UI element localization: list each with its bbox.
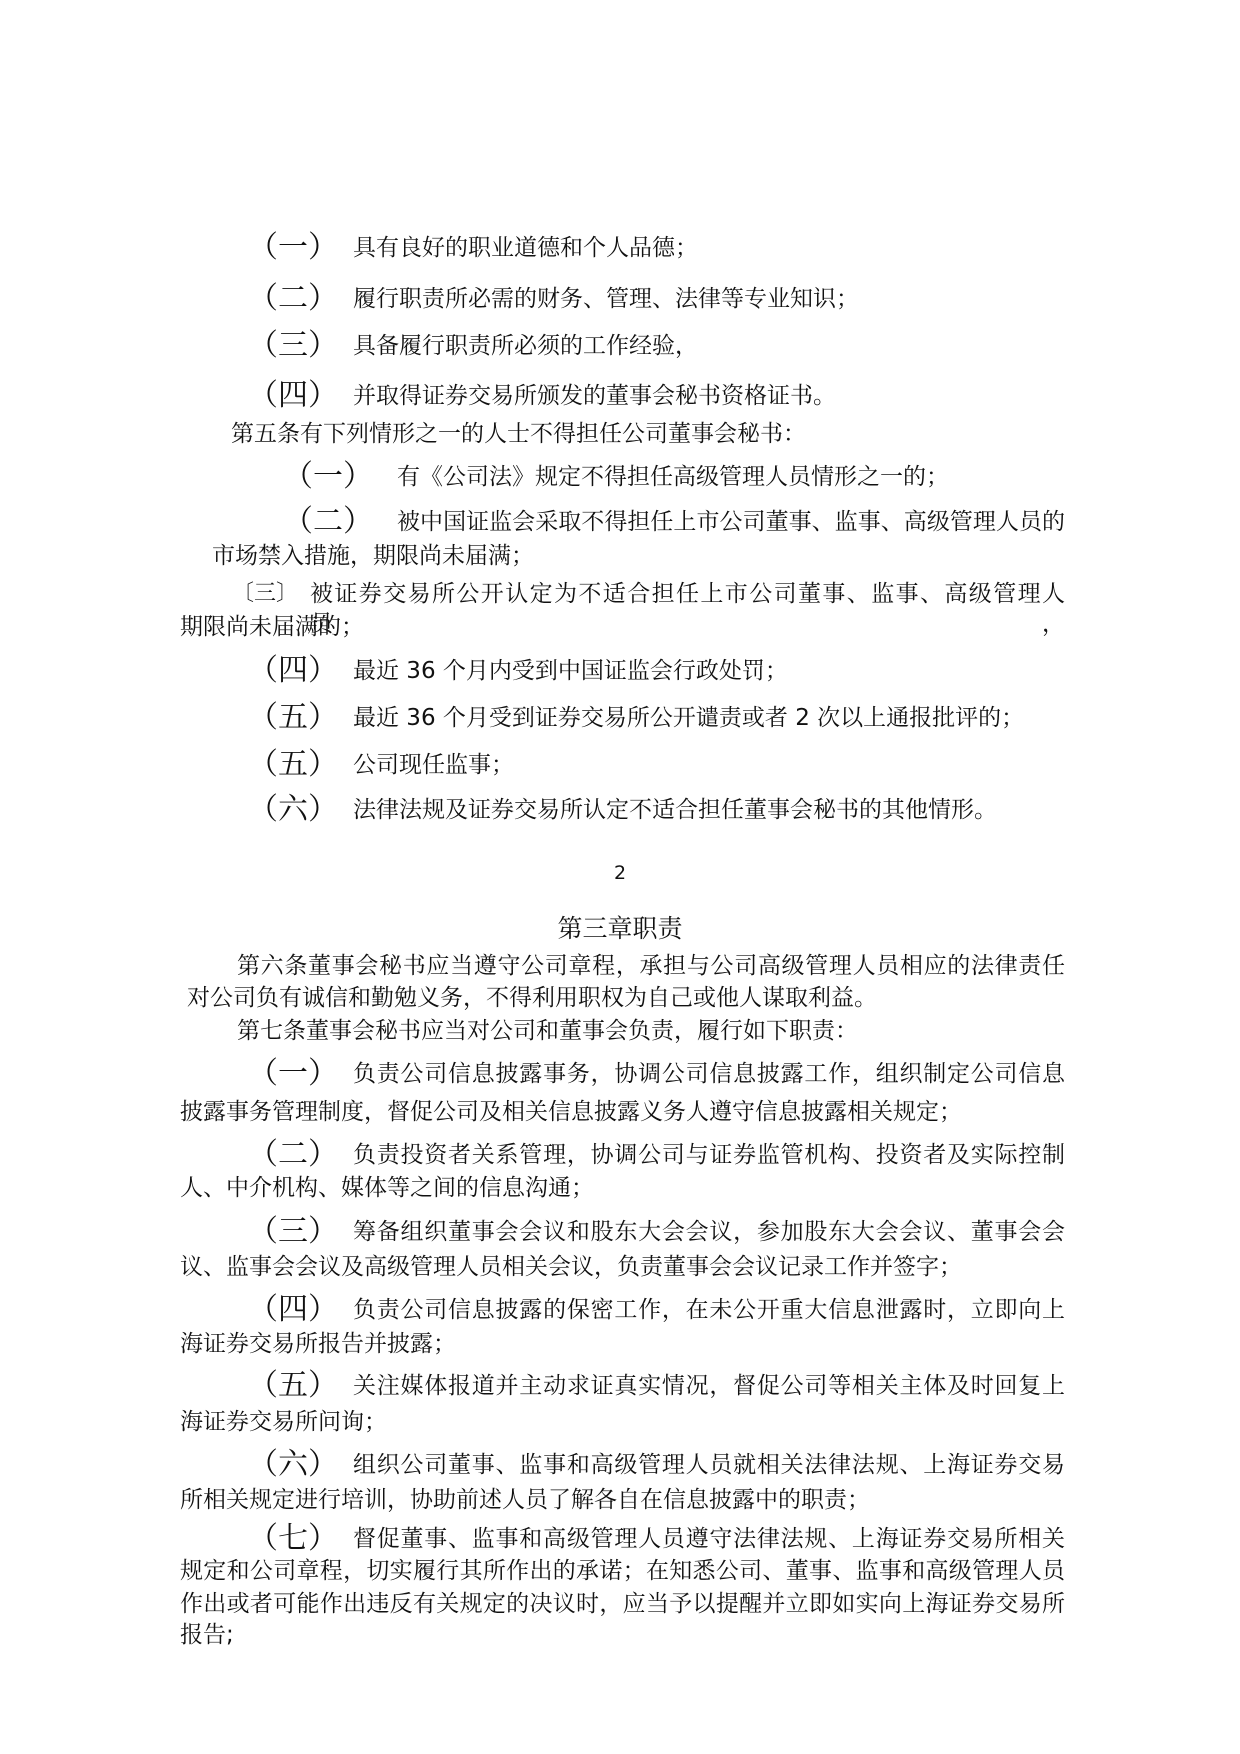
list-item-text: 公司现任监事； [353, 752, 514, 778]
list-marker: （一） [283, 459, 373, 494]
list-item-text: 期限尚未届满的； [180, 614, 364, 640]
list-marker: （二） [283, 504, 373, 539]
chapter-heading: 第三章职责 [557, 914, 683, 943]
list-marker: （六） [248, 1447, 338, 1482]
list-item-text: 负责公司信息披露事务，协调公司信息披露工作，组织制定公司信息 [353, 1061, 1065, 1087]
list-item-text: 具有良好的职业道德和个人品德； [353, 235, 698, 261]
list-marker: （二） [248, 1137, 338, 1172]
list-item-text: 法律法规及证券交易所认定不适合担任董事会秘书的其他情形。 [353, 797, 997, 823]
list-item-text: 最近 36 个月受到证券交易所公开谴责或者 2 次以上通报批评的； [353, 705, 1025, 731]
list-item-text: 负责投资者关系管理，协调公司与证券监管机构、投资者及实际控制 [353, 1142, 1065, 1168]
list-marker: （二） [248, 281, 338, 316]
list-item-text: 督促董事、监事和高级管理人员遵守法律法规、上海证券交易所相关 [353, 1526, 1065, 1552]
list-item-text: 议、监事会会议及高级管理人员相关会议，负责董事会会议记录工作并签字； [180, 1254, 962, 1280]
list-marker: （七） [248, 1521, 338, 1556]
list-item-text: 所相关规定进行培训，协助前述人员了解各自在信息披露中的职责； [180, 1487, 870, 1513]
list-item-text: 有《公司法》规定不得担任高级管理人员情形之一的； [397, 464, 949, 490]
list-marker: （四） [248, 378, 338, 413]
list-item-text: 关注媒体报道并主动求证真实情况，督促公司等相关主体及时回复上 [353, 1373, 1065, 1399]
list-marker: （三） [248, 328, 338, 363]
article-title: 第七条董事会秘书应当对公司和董事会负责，履行如下职责： [237, 1018, 858, 1044]
list-item-text: 披露事务管理制度，督促公司及相关信息披露义务人遵守信息披露相关规定； [180, 1099, 962, 1125]
list-marker: （五） [248, 747, 338, 782]
list-item-text: 规定和公司章程，切实履行其所作出的承诺；在知悉公司、董事、监事和高级管理人员 [180, 1558, 1065, 1584]
list-item-text: 海证券交易所问询； [180, 1409, 387, 1435]
list-item-text: 被证券交易所公开认定为不适合担任上市公司董事、监事、高级管理人员， [310, 581, 1065, 637]
list-marker: 〔三〕 [232, 581, 299, 606]
list-marker: （四） [248, 653, 338, 688]
list-marker: （一） [248, 230, 338, 265]
list-item-text: 作出或者可能作出违反有关规定的决议时，应当予以提醒并立即如实向上海证券交易所 [180, 1591, 1065, 1617]
list-item-text: 筹备组织董事会会议和股东大会会议，参加股东大会会议、董事会会 [353, 1219, 1065, 1245]
list-item-text: 市场禁入措施，期限尚未届满； [212, 543, 534, 569]
list-marker: （一） [248, 1056, 338, 1091]
page-number: 2 [613, 862, 627, 884]
list-item-text: 被中国证监会采取不得担任上市公司董事、监事、高级管理人员的 [397, 509, 1065, 535]
list-item-text: 最近 36 个月内受到中国证监会行政处罚； [353, 658, 788, 684]
list-marker: （六） [248, 792, 338, 827]
list-item-text: 人、中介机构、媒体等之间的信息沟通； [180, 1175, 594, 1201]
article-text: 第六条董事会秘书应当遵守公司章程，承担与公司高级管理人员相应的法律责任 [237, 953, 1065, 979]
list-item-text: 报告; [180, 1622, 234, 1648]
article-text: 对公司负有诚信和勤勉义务，不得利用职权为自己或他人谋取利益。 [187, 985, 877, 1011]
list-marker: （四） [248, 1292, 338, 1327]
article-title: 第五条有下列情形之一的人士不得担任公司董事会秘书： [231, 421, 806, 447]
list-item-text: 组织公司董事、监事和高级管理人员就相关法律法规、上海证券交易 [353, 1452, 1065, 1478]
list-item-text: 并取得证券交易所颁发的董事会秘书资格证书。 [353, 383, 836, 409]
list-item-text: 海证券交易所报告并披露； [180, 1331, 456, 1357]
list-marker: （三） [248, 1214, 338, 1249]
list-marker: （五） [248, 1368, 338, 1403]
list-item-text: 负责公司信息披露的保密工作，在未公开重大信息泄露时，立即向上 [353, 1297, 1065, 1323]
list-item-text: 履行职责所必需的财务、管理、法律等专业知识； [353, 286, 859, 312]
list-marker: （五） [248, 700, 338, 735]
list-item-text: 具备履行职责所必须的工作经验， [353, 333, 698, 359]
